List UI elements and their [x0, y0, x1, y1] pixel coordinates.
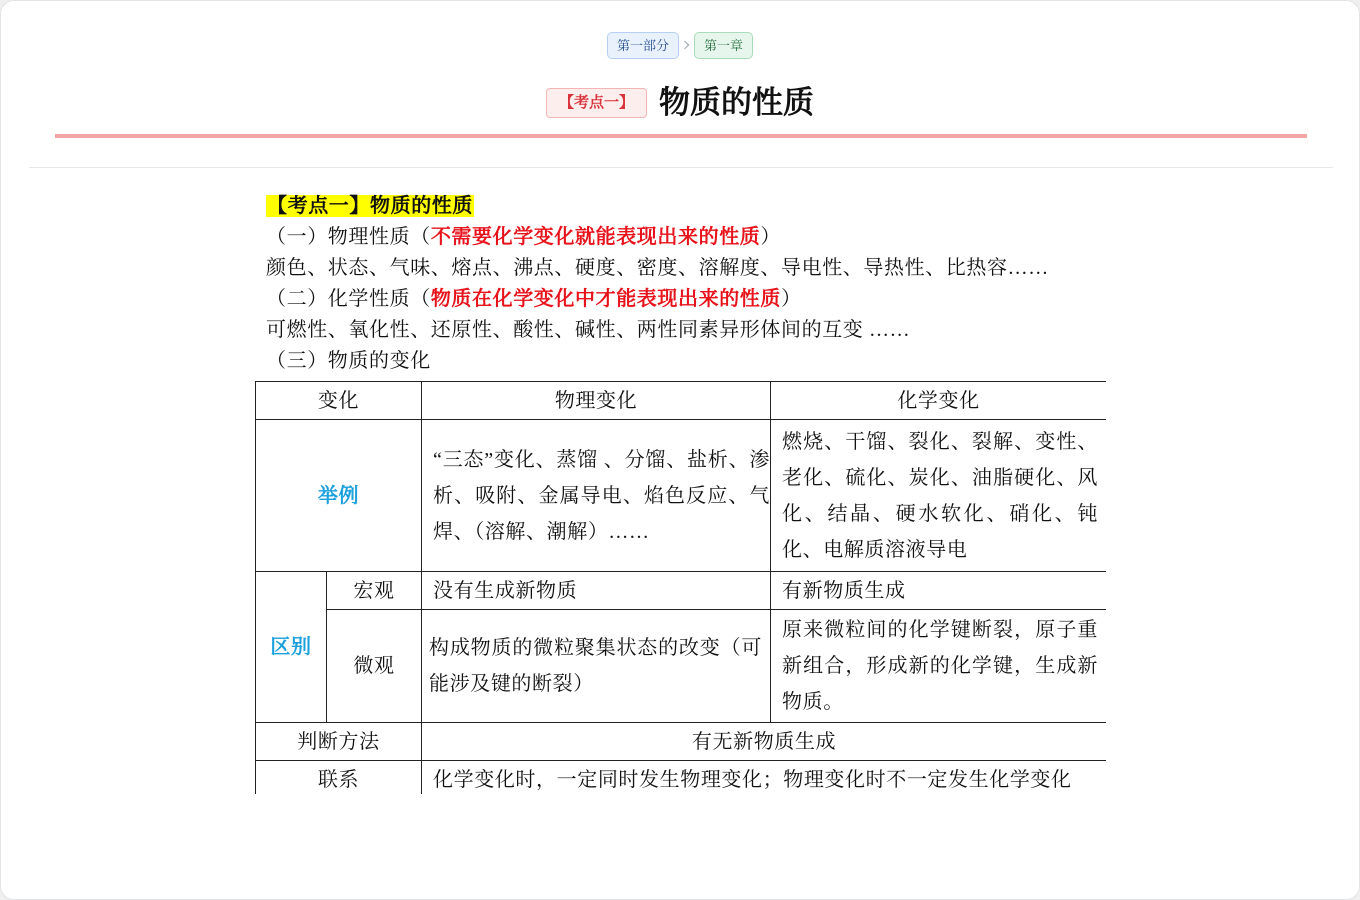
document-text [255, 191, 1106, 377]
page-title: 物质的性质 [659, 85, 814, 120]
macro-physical-cell: 没有生成新物质 [422, 572, 771, 610]
physical-property-examples: 颜色、状态、气味、熔点、沸点、硬度、密度、溶解度、导电性、导热性、比热容…… [266, 257, 1049, 279]
chevron-right-icon [679, 32, 694, 59]
changes-heading: （三）物质的变化 [266, 350, 431, 372]
chemical-property-examples: 可燃性、氧化性、还原性、酸性、碱性、两性同素异形体间的互变 …… [266, 319, 911, 341]
table-row-macro [256, 572, 1107, 610]
breadcrumb-part[interactable]: 第一部分 [607, 32, 679, 59]
topic-heading: 【考点一】物质的性质 [267, 195, 473, 217]
examples-chemical-cell: 燃烧、干馏、裂化、裂解、变性、老化、硫化、炭化、油脂硬化、风化、结晶、硬水软化、硝化、钝化、电解质溶液导电 [771, 420, 1106, 572]
micro-chemical-cell: 原来微粒间的化学键断裂，原子重新组合，形成新的化学键，生成新物质。 [771, 610, 1106, 723]
title-underline [55, 134, 1307, 138]
chemical-property-heading [266, 284, 1106, 315]
method-label: 判断方法 [256, 723, 422, 761]
table-row-relation [256, 761, 1107, 795]
method-value: 有无新物质生成 [422, 723, 1106, 761]
difference-label: 区别 [256, 572, 327, 723]
table-row-micro [256, 610, 1107, 723]
macro-chemical-cell: 有新物质生成 [771, 572, 1106, 610]
breadcrumb [1, 32, 1359, 59]
physical-property-heading [266, 222, 1106, 253]
physical-definition: 不需要化学变化就能表现出来的性质 [430, 226, 761, 248]
header-cell-physical: 物理变化 [422, 382, 771, 420]
section-divider [29, 167, 1333, 168]
chemical-heading-prefix: （二）化学性质（ [266, 288, 431, 310]
physical-heading-prefix: （一）物理性质（ [266, 226, 431, 248]
change-comparison-table [255, 381, 1106, 794]
micro-physical-cell: 构成物质的微粒聚集状态的改变（可能涉及键的断裂） [422, 610, 771, 723]
document-viewer[interactable] [255, 191, 1106, 794]
relation-value: 化学变化时，一定同时发生物理变化；物理变化时不一定发生化学变化 [422, 761, 1106, 795]
topic-heading-line [266, 191, 1106, 222]
title-row [1, 85, 1359, 121]
table-header-row [256, 382, 1107, 420]
micro-label: 微观 [327, 610, 422, 723]
header-cell-change: 变化 [256, 382, 422, 420]
examples-label: 举例 [256, 420, 422, 572]
header-cell-chemical: 化学变化 [771, 382, 1106, 420]
topic-badge: 【考点一】 [546, 88, 647, 118]
physical-heading-suffix: ） [760, 226, 782, 248]
chemical-heading-suffix: ） [781, 288, 802, 310]
chemical-definition: 物质在化学变化中才能表现出来的性质 [430, 288, 782, 310]
table-row-examples [256, 420, 1107, 572]
table-row-method [256, 723, 1107, 761]
examples-physical-cell: “三态”变化、蒸馏 、分馏、盐析、渗析、吸附、金属导电、焰色反应、气焊、（溶解、潮解）…… [422, 420, 771, 572]
macro-label: 宏观 [327, 572, 422, 610]
breadcrumb-chapter[interactable]: 第一章 [694, 32, 753, 59]
relation-label: 联系 [256, 761, 422, 795]
